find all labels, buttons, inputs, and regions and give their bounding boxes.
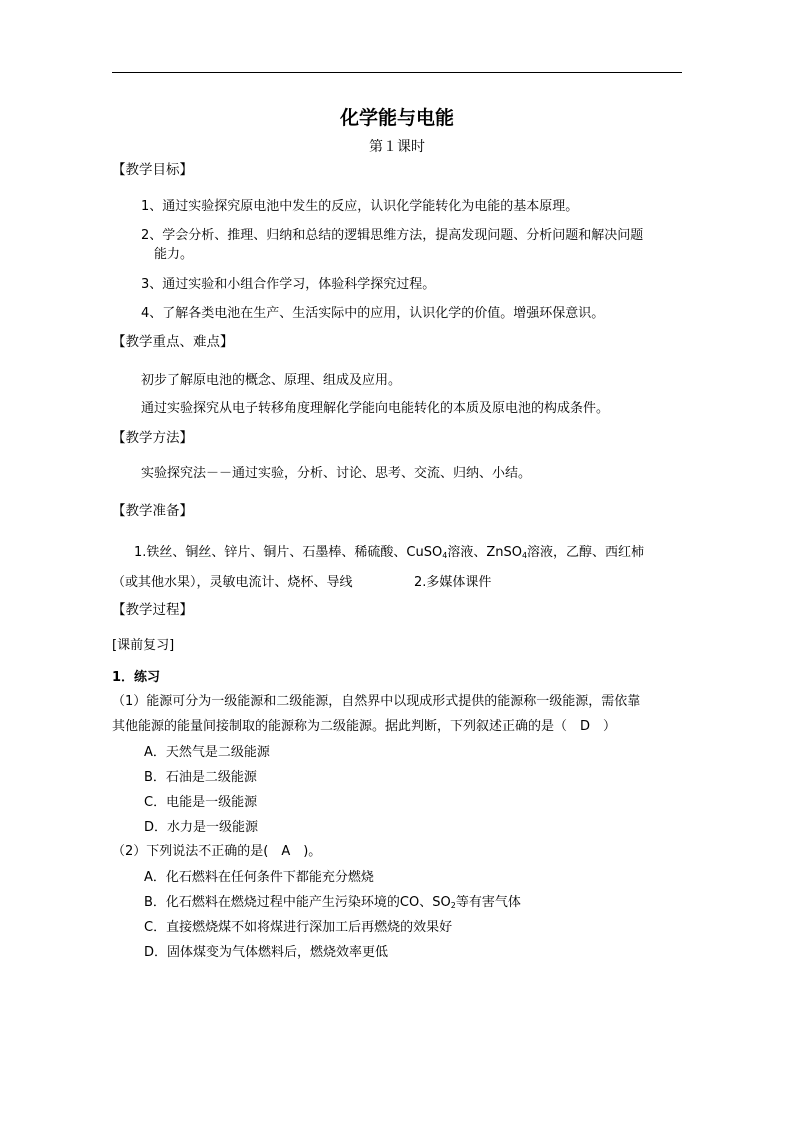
q2-stem: （2）下列说法不正确的是( A )。 bbox=[112, 844, 322, 859]
prep-sub-1: 4 bbox=[442, 551, 448, 560]
q1-option-a: A．天然气是二级能源 bbox=[144, 745, 270, 760]
q2-option-b bbox=[144, 894, 521, 912]
goal-item-2: 2、学会分析、推理、归纳和总结的逻辑思维方法，提高发现问题、分析问题和解决问题 bbox=[141, 228, 644, 243]
key-points-heading: 【教学重点、难点】 bbox=[112, 334, 234, 350]
goal-item-4: 4、了解各类电池在生产、生活实际中的应用，认识化学的价值。增强环保意识。 bbox=[141, 306, 605, 321]
q2-option-b-post: 等有害气体 bbox=[455, 895, 521, 910]
q1-stem-line-2: 其他能源的能量间接制取的能源称为二级能源。据此判断，下列叙述正确的是（ D ） bbox=[112, 719, 617, 734]
q2-option-c: C．直接燃烧煤不如将煤进行深加工后再燃烧的效果好 bbox=[144, 920, 453, 935]
key-point-2: 通过实验探究从电子转移角度理解化学能向电能转化的本质及原电池的构成条件。 bbox=[141, 401, 610, 416]
prep-heading: 【教学准备】 bbox=[112, 503, 193, 519]
page-title: 化学能与电能 bbox=[339, 107, 454, 129]
goals-heading: 【教学目标】 bbox=[112, 162, 193, 178]
goal-item-2-cont: 能力。 bbox=[154, 247, 194, 262]
practice-label: 1．练习 bbox=[112, 670, 161, 685]
goal-item-3: 3、通过实验和小组合作学习，体验科学探究过程。 bbox=[141, 277, 436, 292]
goal-item-1: 1、通过实验探究原电池中发生的反应，认识化学能转化为电能的基本原理。 bbox=[141, 199, 579, 214]
lesson-number: 第１课时 bbox=[369, 139, 425, 155]
prep-line-1 bbox=[134, 544, 644, 562]
process-heading: 【教学过程】 bbox=[112, 602, 193, 618]
header-rule bbox=[112, 72, 682, 73]
q1-option-d: D．水力是一级能源 bbox=[144, 820, 259, 835]
q1-option-c: C．电能是一级能源 bbox=[144, 795, 258, 810]
prep-multimedia: 2.多媒体课件 bbox=[414, 575, 492, 590]
prep-materials-c: 溶液，乙醇、西红柿 bbox=[527, 545, 645, 560]
prep-materials-b: 溶液、ZnSO bbox=[447, 545, 522, 560]
q2-option-b-sub: 2 bbox=[450, 901, 456, 910]
method-heading: 【教学方法】 bbox=[112, 430, 193, 446]
prep-materials-a: 1.铁丝、铜丝、锌片、铜片、石墨棒、稀硫酸、CuSO bbox=[134, 545, 443, 560]
q1-option-b: B．石油是二级能源 bbox=[144, 770, 257, 785]
prep-sub-2: 4 bbox=[521, 551, 528, 560]
key-point-1: 初步了解原电池的概念、原理、组成及应用。 bbox=[141, 373, 402, 388]
q2-option-b-pre: B．化石燃料在燃烧过程中能产生污染环境的CO、SO bbox=[144, 895, 451, 910]
method-line: 实验探究法－－通过实验，分析、讨论、思考、交流、归纳、小结。 bbox=[141, 466, 532, 481]
review-label: [课前复习] bbox=[112, 638, 175, 653]
q1-stem-line-1: （1）能源可分为一级能源和二级能源，自然界中以现成形式提供的能源称一级能源，需依靠 bbox=[112, 694, 641, 709]
q2-option-a: A．化石燃料在任何条件下都能充分燃烧 bbox=[144, 870, 374, 885]
prep-line-2: （或其他水果），灵敏电流计、烧杯、导线 bbox=[112, 575, 353, 590]
q2-option-d: D．固体煤变为气体燃料后，燃烧效率更低 bbox=[144, 945, 389, 960]
